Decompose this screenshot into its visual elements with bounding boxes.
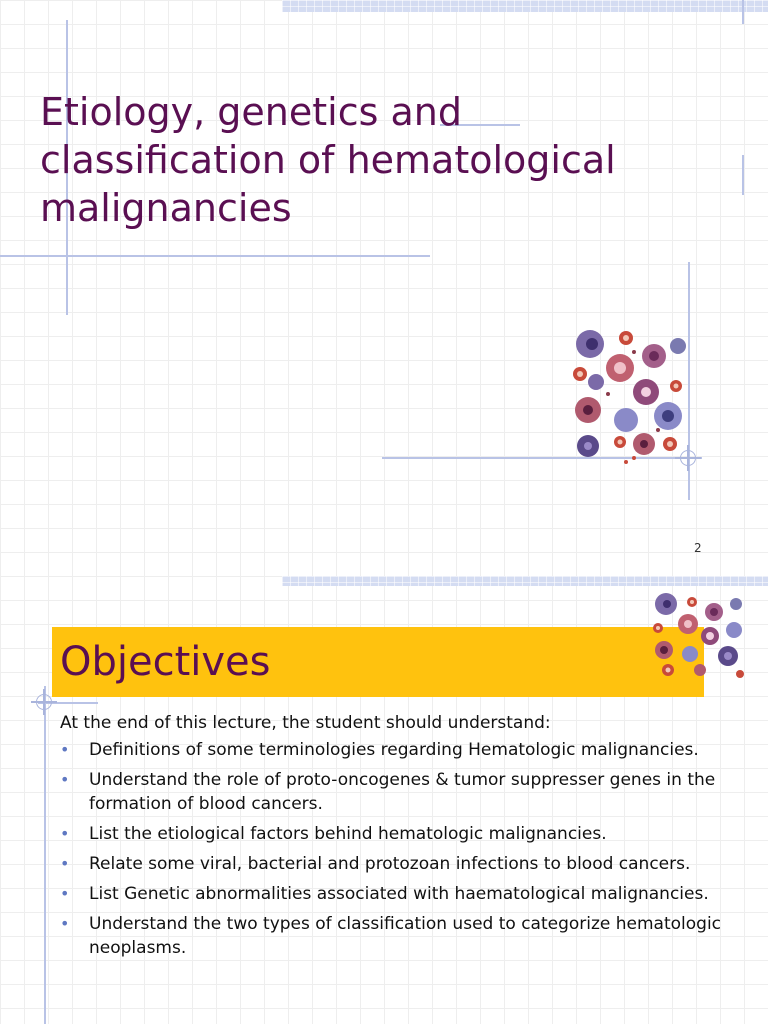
blood-cells-image [568, 324, 698, 474]
objective-item: • Relate some viral, bacterial and protozoan infections to blood cancers. [60, 852, 760, 876]
objective-item: • List Genetic abnormalities associated with haematological malignancies. [60, 882, 760, 906]
decor-vline-top-right [742, 0, 744, 24]
decor-vline-left [44, 686, 46, 1024]
top-decorative-bar [282, 576, 768, 586]
crosshair-icon [36, 694, 52, 710]
decor-vline-right [742, 155, 744, 195]
objective-item: • Understand the two types of classification used to categorize hematologic neoplasms. [60, 912, 760, 960]
title-line-3: malignancies [40, 186, 292, 230]
objective-item: • List the etiological factors behind hematologic malignancies. [60, 822, 760, 846]
intro-text: At the end of this lecture, the student should understand: [60, 713, 551, 733]
title-line-2: classification of hematological [40, 138, 616, 182]
objectives-list [60, 738, 760, 966]
top-decorative-bar [282, 0, 768, 12]
blood-cells-image [648, 592, 748, 678]
slide-title [40, 88, 680, 232]
decor-hline-title [0, 255, 430, 257]
objectives-slide [0, 576, 768, 1024]
title-line-1: Etiology, genetics and [40, 90, 462, 134]
page-number: 2 [694, 541, 702, 555]
objective-item: • Understand the role of proto-oncogenes & tumor suppresser genes in the formation of blood cancers. [60, 768, 760, 816]
objective-item: • Definitions of some terminologies regarding Hematologic malignancies. [60, 738, 760, 762]
objectives-heading: Objectives [60, 639, 271, 685]
